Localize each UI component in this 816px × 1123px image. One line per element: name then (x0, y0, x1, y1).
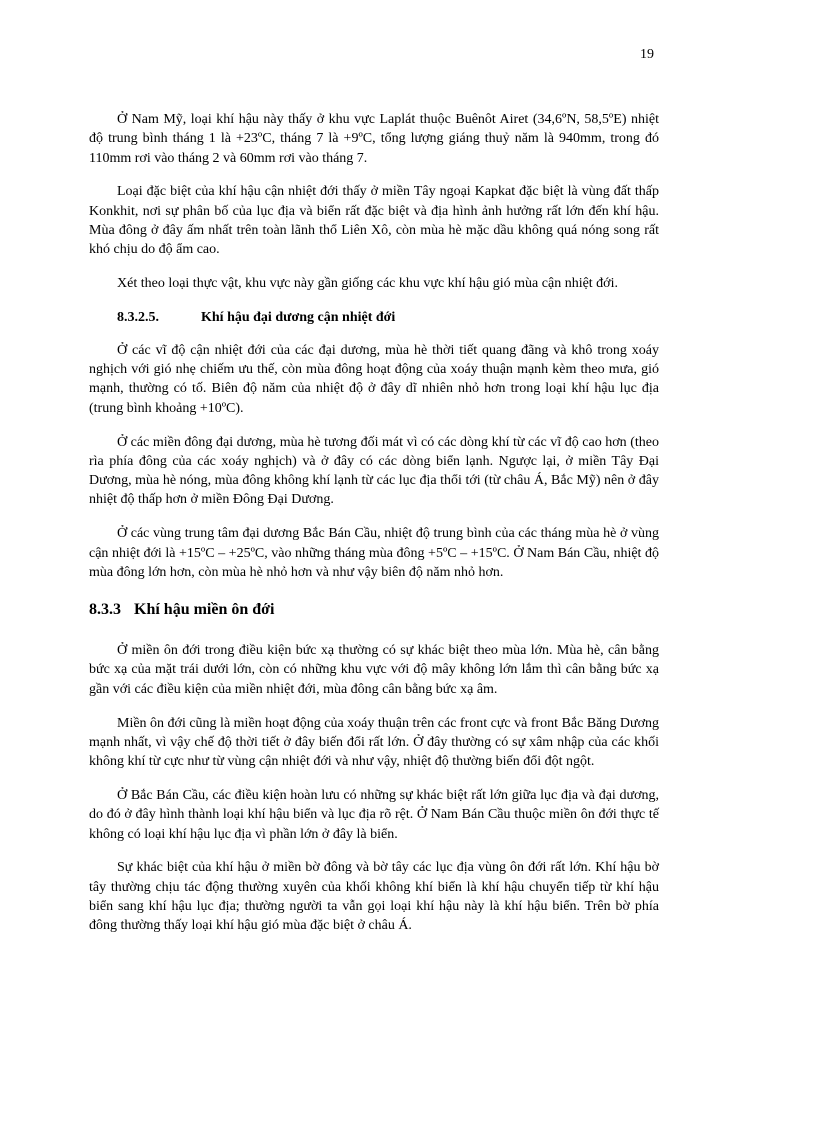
section-heading-8325 (89, 308, 659, 327)
paragraph: Ở các miền đông đại dương, mùa hè tương đối mát vì có các dòng khí từ các vĩ độ cao hơn (theo rìa phía đông của các xoáy nghịch) và ở đây có các dòng biển lạnh. Ngược lại, ở miền Tây Đại Dương, mùa hè nóng, mùa đông không khí lạnh từ các lục địa thổi tới (từ châu Á, Bắc Mỹ) nên ở đây nhiệt độ thấp hơn ở miền Đông Đại Dương. (89, 434, 659, 508)
paragraph: Ở các vùng trung tâm đại dương Bắc Bán Cầu, nhiệt độ trung bình của các tháng mùa hè ở vùng cận nhiệt đới là +15ºC – +25ºC, vào những tháng mùa đông +5ºC – +15ºC. Ở Nam Bán Cầu, nhiệt độ mùa đông lớn hơn, còn mùa hè nhỏ hơn và như vậy biên độ năm nhỏ hơn. (89, 526, 659, 580)
paragraph: Loại đặc biệt của khí hậu cận nhiệt đới thấy ở miền Tây ngoại Kapkat đặc biệt là vùng đất thấp Konkhit, nơi sự phân bố của lục địa và biển rất đặc biệt và địa hình ảnh hưởng rất lớn đến khí hậu. Mùa đông ở đây ấm nhất trên toàn lãnh thổ Liên Xô, còn mùa hè mặc dầu không quá nóng song rất khó chịu do độ ẩm cao. (89, 184, 659, 258)
page-number: 19 (640, 47, 654, 62)
section-number: 8.3.3 (89, 601, 121, 619)
paragraph: Ở miền ôn đới trong điều kiện bức xạ thường có sự khác biệt theo mùa lớn. Mùa hè, cân bằng bức xạ của mặt trái dưới lớn, còn có những khu vực với độ mây không lớn lắm thì cân bằng bức xạ gần với các điều kiện của miền nhiệt đới, mùa đông cân bằng bức xạ âm. (89, 643, 659, 697)
section-title: Khí hậu đại dương cận nhiệt đới (201, 309, 396, 325)
section-title: Khí hậu miền ôn đới (134, 601, 275, 619)
paragraph: Sự khác biệt của khí hậu ở miền bờ đông và bờ tây các lục địa vùng ôn đới rất lớn. Khí hậu bờ tây thường chịu tác động thường xuyên của khối không khí biển là khí hậu chuyển tiếp từ khí hậu biển sang khí hậu lục địa; thường người ta vẫn gọi loại khí hậu này là khí hậu biển. Trên bờ phía đông thường thấy loại khí hậu gió mùa đặc biệt ở châu Á. (89, 860, 659, 934)
paragraph: Ở Nam Mỹ, loại khí hậu này thấy ở khu vực Laplát thuộc Buênôt Airet (34,6ºN, 58,5ºE) nhiệt độ trung bình tháng 1 là +23ºC, tháng 7 là +9ºC, tổng lượng giáng thuỷ năm là 940mm, trong đó 110mm rơi vào tháng 2 và 60mm rơi vào tháng 7. (89, 112, 659, 166)
page-body (89, 110, 659, 950)
paragraph: Ở Bắc Bán Cầu, các điều kiện hoàn lưu có những sự khác biệt rất lớn giữa lục địa và đại dương, do đó ở đây hình thành loại khí hậu biển và lục địa rõ rệt. Ở Nam Bán Cầu thuộc miền ôn đới thực tế không có loại khí hậu lục địa vì phần lớn ở đây là biển. (89, 787, 659, 842)
section-heading-833 (89, 600, 659, 619)
paragraph: Ở các vĩ độ cận nhiệt đới của các đại dương, mùa hè thời tiết quang đãng và khô trong xoáy nghịch với gió nhẹ chiếm ưu thế, còn mùa đông hoạt động của xoáy thuận mạnh kèm theo mưa, gió mạnh, thường có tố. Biên độ năm của nhiệt độ ở đây dĩ nhiên nhỏ hơn trong loại khí hậu lục địa (trung bình khoảng +10ºC). (89, 342, 659, 416)
paragraph: Xét theo loại thực vật, khu vực này gần giống các khu vực khí hậu gió mùa cận nhiệt đới. (117, 276, 618, 292)
paragraph: Miền ôn đới cũng là miền hoạt động của xoáy thuận trên các front cực và front Bắc Băng Dương mạnh nhất, vì vậy chế độ thời tiết ở đây biến đổi rất lớn. Ở đây thường có sự xâm nhập của các khối không khí từ cực như từ vùng cận nhiệt đới và như vậy, nhiệt độ thường biến đổi đột ngột. (89, 715, 659, 770)
section-number: 8.3.2.5. (117, 309, 159, 325)
